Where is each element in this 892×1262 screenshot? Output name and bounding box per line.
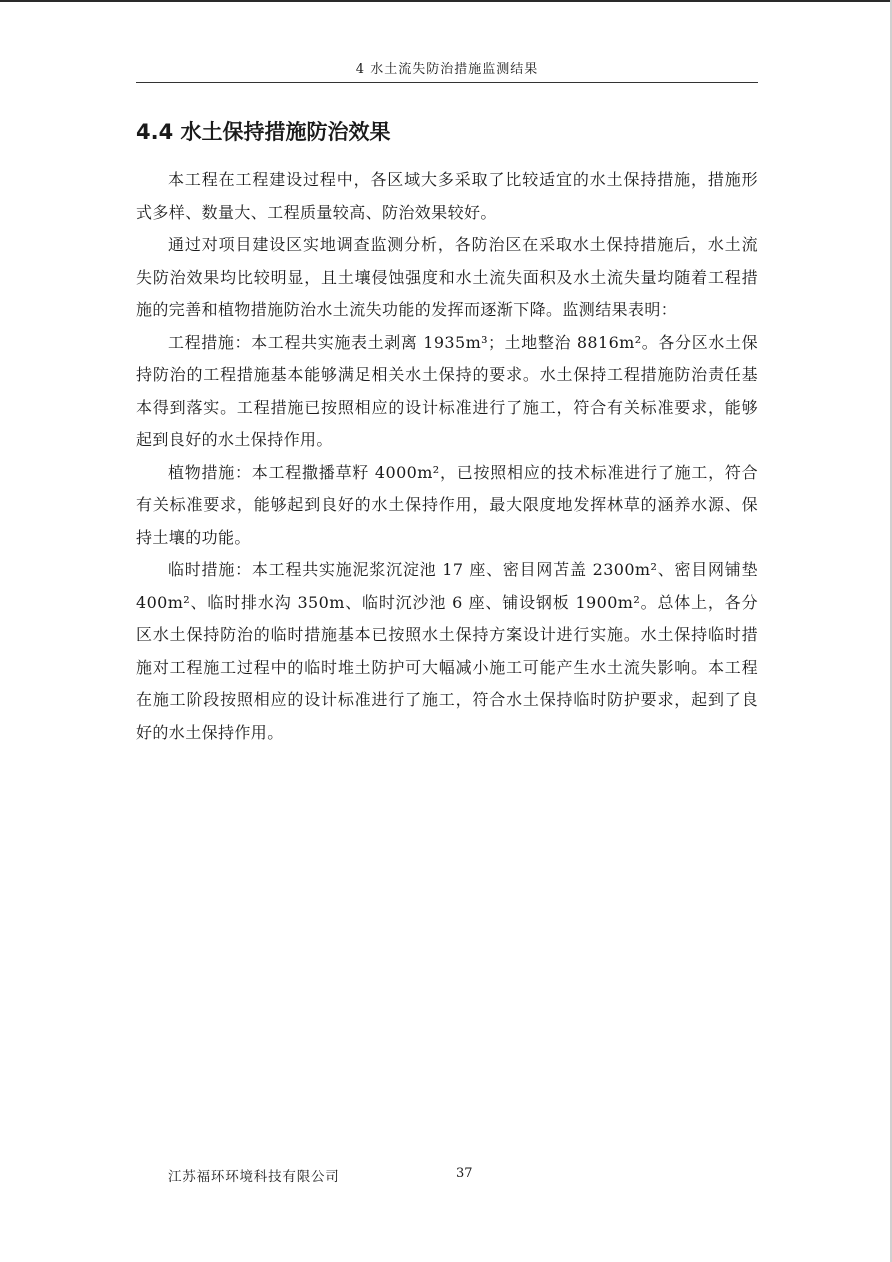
- running-header: 4 水土流失防治措施监测结果: [355, 62, 539, 77]
- body-text: [136, 164, 758, 749]
- header-rule: [136, 82, 758, 83]
- page-number: 37: [456, 1166, 473, 1181]
- paragraph-monitoring-analysis: 通过对项目建设区实地调查监测分析，各防治区在采取水土保持措施后，水土流失防治效果均比较明显，且土壤侵蚀强度和水土流失面积及水土流失量均随着工程措施的完善和植物措施防治水土流失功能的发挥而逐渐下降。监测结果表明：: [136, 235, 758, 319]
- paragraph-plant-measures: 植物措施：本工程撒播草籽 4000m²，已按照相应的技术标准进行了施工，符合有关标准要求，能够起到良好的水土保持作用，最大限度地发挥林草的涵养水源、保持土壤的功能。: [136, 462, 758, 547]
- paragraph-intro: 本工程在工程建设过程中，各区域大多采取了比较适宜的水土保持措施，措施形式多样、数量大、工程质量较高、防治效果较好。: [136, 170, 758, 222]
- page-top-border: [0, 0, 892, 2]
- footer-company: 江苏福环环境科技有限公司: [168, 1169, 340, 1185]
- section-title: 4.4 水土保持措施防治效果: [136, 120, 391, 144]
- paragraph-engineering-measures: 工程措施：本工程共实施表土剥离 1935m³；土地整治 8816m²。各分区水土保持防治的工程措施基本能够满足相关水土保持的要求。水土保持工程措施防治责任基本得到落实。工程措施已按照相应的设计标准进行了施工，符合有关标准要求，能够起到良好的水土保持作用。: [136, 332, 758, 449]
- paragraph-temporary-measures: 临时措施：本工程共实施泥浆沉淀池 17 座、密目网苫盖 2300m²、密目网铺垫 400m²、临时排水沟 350m、临时沉沙池 6 座、铺设钢板 1900m²。总体上，各分区水土保持防治的临时措施基本已按照水土保持方案设计进行实施。水土保持临时措施对工程施工过程中的临时堆土防护可大幅减小施工可能产生水土流失影响。本工程在施工阶段按照相应的设计标准进行了施工，符合水土保持临时防护要求，起到了良好的水土保持作用。: [136, 560, 758, 742]
